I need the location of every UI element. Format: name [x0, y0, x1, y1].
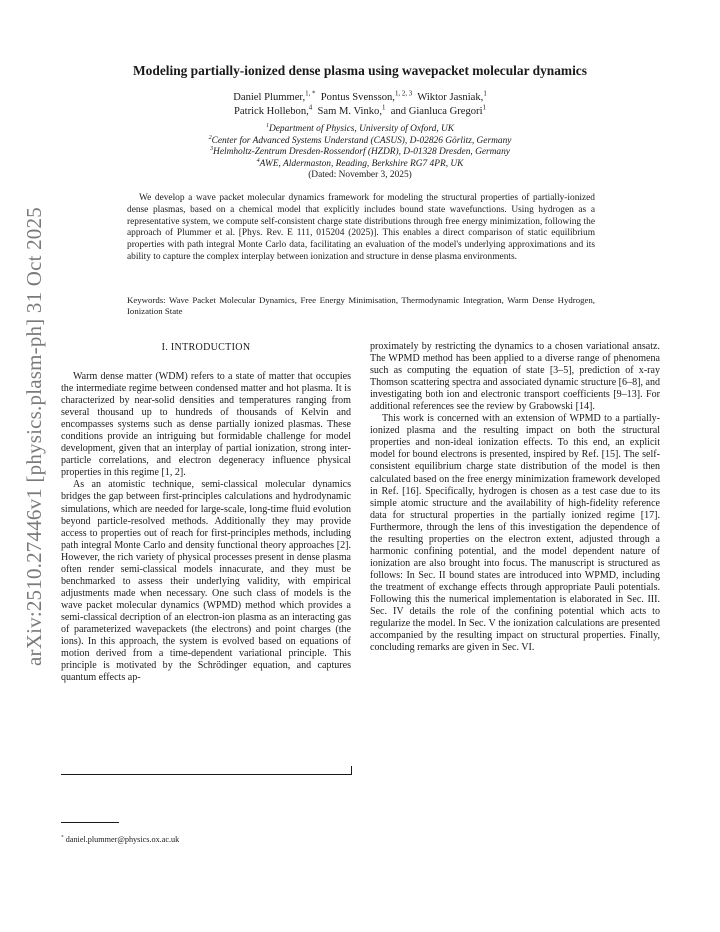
author: Daniel Plummer,$^{1, *}$	[233, 90, 316, 103]
author: Sam M. Vinko,$^1$	[317, 103, 386, 117]
body-paragraph: This work is concerned with an extension of WPMD to a partially-ionized plasma and the resulting impact on both the structural properties and non-ideal ionization effects. To this end, an explicit model for bound electrons is presented, inspired by Ref. [15]. The self-consistent equilibrium charge state distribution of the model is then calculated based on the free energy minimization framework developed in Ref. [16]. Specifically, hydrogen is chosen as a test case due to its simple atomic structure and the availability of high-fidelity reference data for structural properties in the partially ionized regime [17]. Furthermore, through the lens of this investigation the dependence of the resulting properties on the electron extent, adjusted through a harmonic confining potential, and the model dependent nature of ionization are also brought into focus. The manuscript is structured as follows: In Sec. II bound states are introduced into WPMD, including the treatment of exchange effects through appropriate Pauli potentials. Following this the numerical implementation is elaborated in Sec. III. Sec. IV details the role of the confining potential which acts to regularize the model. In Sec. V the ionization calculations are presented accompanied by the resulting impact on structural properties. Finally, concluding remarks are given in Sec. VI.	[370, 413, 660, 654]
author: and Gianluca Gregori$^1$	[390, 103, 486, 117]
body-paragraph: proximately by restricting the dynamics to a chosen variational ansatz. The WPMD method has been applied to a diverse range of phenomena such as computing the equation of state [3–5], prediction of x-ray Thomson scattering spectra and associated dynamic structure [6–8], and investigating both ion and electronic transport coefficients [9–13]. For additional references see the review by Grabowski [14].	[370, 341, 660, 413]
column-end-rule	[61, 774, 352, 775]
author: Patrick Hollebon,$^4$	[234, 103, 313, 117]
column-end-rule-tick	[351, 766, 352, 774]
section-heading: I. INTRODUCTION	[161, 342, 251, 353]
affiliation: $^1$Department of Physics, University of Oxford, UK	[265, 122, 455, 134]
body-paragraph: Warm dense matter (WDM) refers to a state of matter that occupies the intermediate regime between condensed matter and hot plasma. It is characterized by near-solid densities and temperatures ranging from several thousand up to hundreds of thousands of Kelvin and encompasses systems such as dense partially ionized plasmas. These conditions provide an intriguing but formidable challenge for model development, given that an interplay of partial ionization, strong inter-particle correlations, and electron degeneracy influence physical properties in this regime [1, 2].	[61, 371, 351, 479]
date-line: (Dated: November 3, 2025)	[308, 170, 412, 181]
arxiv-identifier[interactable]: arXiv:2510.27446v1 [physics.plasm-ph] 31 Oct 2025	[22, 207, 46, 666]
right-column	[370, 341, 660, 654]
affiliation: $^3$Helmholtz-Zentrum Dresden-Rossendorf (HZDR), D-01328 Dresden, Germany	[210, 146, 510, 158]
author-email[interactable]: daniel.plummer@physics.ox.ac.uk	[65, 835, 180, 844]
footnote-rule	[61, 822, 119, 823]
affiliation: $^2$Center for Advanced Systems Understand (CASUS), D-02826 Görlitz, Germany	[208, 134, 512, 146]
paper-title: Modeling partially-ionized dense plasma using wavepacket molecular dynamics	[133, 63, 587, 78]
footnote: * daniel.plummer@physics.ox.ac.uk	[61, 834, 180, 844]
left-column	[61, 341, 351, 684]
abstract: We develop a wave packet molecular dynamics framework for modeling the structural properties of partially-ionized dense plasmas, based on a chemical model that explicitly includes bound state wavefunctions. Using hydrogen as a representative system, we compute self-consistent charge state distributions through free energy minimization, following the approach of Plummer et al. [Phys. Rev. E 111, 015204 (2025)]. This enables a direct comparison of static equilibrium properties with path integral Monte Carlo data, facilitating an evaluation of the model's underlying approximations and its ability to capture the complex interplay between ionization and structure in dense plasma environments.	[127, 193, 595, 262]
author: Wiktor Jasniak,$^1$	[417, 90, 487, 103]
body-paragraph: As an atomistic technique, semi-classical molecular dynamics bridges the gap between first-principles calculations and hydrodynamic simulations, which are needed for large-scale, long-time fluid evolution beyond particle-resolved methods. Additionally they may provide access to properties out of reach for first-principles methods, including path integral Monte Carlo and density functional theory approaches [2]. However, the rich variety of physical processes present in dense plasma often render semi-classical models innacurate, and they must be benchmarked to assess their underlying validity, with empirical adjustments made when necessary. One such class of models is the wave packet molecular dynamics (WPMD) method which provides a semi-classical decription of an electron-ion plasma as an interacting gas of parameterized wavepackets (the electrons) and point charges (the ions). In this approach, the system is evolved based on equations of motion derived from a time-dependent variational principle. This principle is motivated by the Schrödinger equation, and captures quantum effects ap-	[61, 479, 351, 684]
author: Pontus Svensson,$^{1, 2, 3}$	[320, 90, 413, 103]
affiliation: $^4$AWE, Aldermaston, Reading, Berkshire RG7 4PR, UK	[256, 157, 464, 169]
keywords: Keywords: Wave Packet Molecular Dynamics, Free Energy Minimisation, Thermodynamic Integration, Warm Dense Hydrogen, Ionization State	[127, 295, 595, 316]
affiliation-list	[60, 124, 660, 182]
author-list	[60, 91, 660, 118]
